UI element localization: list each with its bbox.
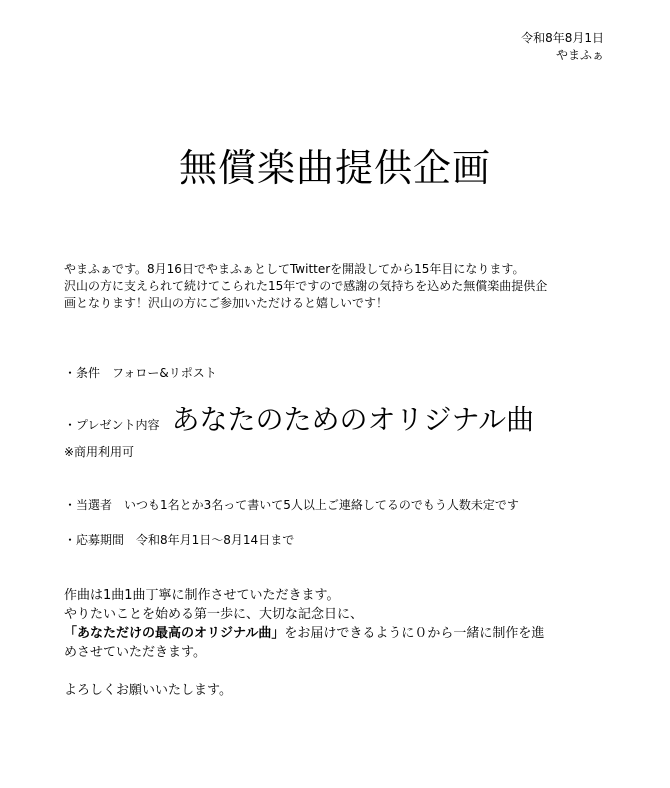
conditions-label: ・条件 <box>64 366 101 380</box>
closing-regards: よろしくお願いいたします。 <box>64 683 232 698</box>
present-value: あなたのためのオリジナル曲 <box>171 403 535 436</box>
period-label: ・応募期間 <box>64 533 125 547</box>
present-item <box>64 398 534 438</box>
document-author: やまふぁ <box>555 48 604 62</box>
period-value: 令和8年月1日〜8月14日まで <box>136 533 295 547</box>
closing-highlight: 「あなただけの最高のオリジナル曲」 <box>64 626 285 641</box>
closing-line: 作曲は1曲1曲丁寧に制作させていただきます。 <box>64 588 340 603</box>
document-header <box>521 30 604 64</box>
intro-line: 画となります！沢山の方にご参加いただけると嬉しいです！ <box>64 296 389 310</box>
intro-paragraph <box>64 261 604 312</box>
closing-line: やりたいことを始める第一歩に、大切な記念日に、 <box>64 607 364 622</box>
intro-line: 沢山の方に支えられて続けてこられた15年ですので感謝の気持ちを込めた無償楽曲提供企 <box>64 279 548 293</box>
closing-line <box>64 624 604 643</box>
period-item <box>64 532 294 549</box>
winners-item <box>64 497 519 514</box>
conditions-value: フォロー&リポスト <box>112 366 217 380</box>
winners-label: ・当選者 <box>64 498 113 512</box>
intro-line: やまふぁです。8月16日でやまふぁとしてTwitterを開設してから15年目になります。 <box>64 262 525 276</box>
closing-line: めさせていただきます。 <box>64 645 206 660</box>
document-date: 令和8年8月1日 <box>521 31 604 45</box>
present-label: ・プレゼント内容 <box>64 418 160 432</box>
conditions-item <box>64 365 217 382</box>
closing-line-rest: をお届けできるように０から一緒に制作を進 <box>284 626 545 641</box>
present-note: ※商用利用可 <box>64 445 135 459</box>
winners-value: いつも1名とか3名って書いて5人以上ご連絡してるのでもう人数未定です <box>124 498 519 512</box>
document-title: 無償楽曲提供企画 <box>178 146 491 190</box>
closing-paragraph <box>64 586 604 662</box>
